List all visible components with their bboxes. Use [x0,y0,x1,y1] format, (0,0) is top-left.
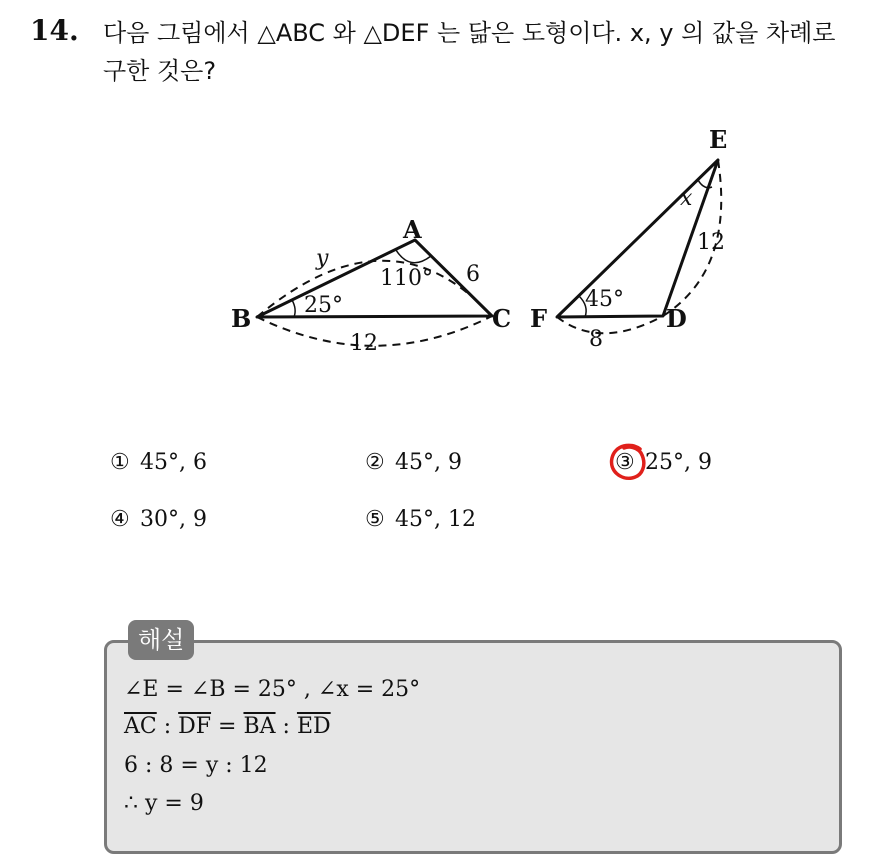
question-line-2: 구한 것은? [103,57,217,85]
side-ed-label: 12 [697,230,725,255]
arc-ab-ac [257,261,492,317]
choice-2[interactable] [365,450,462,475]
choice-5-number: ⑤ [365,507,385,532]
triangle-def [530,125,727,352]
side-ac-label: 6 [466,262,480,287]
choice-3-number: ③ [615,450,635,475]
choice-4[interactable] [110,507,207,532]
similar-triangles-figure [0,110,884,370]
vertex-c-label: C [492,304,512,333]
choice-1[interactable] [110,450,207,475]
vertex-e-label: E [709,125,728,154]
solution-line-1: ∠E = ∠B = 25° , ∠x = 25° [124,677,421,702]
choice-5[interactable] [365,507,476,532]
question-line-1: 다음 그림에서 △ABC 와 △DEF 는 닮은 도형이다. x, y 의 값을 차례로 [103,19,836,47]
choice-4-text: 30°, 9 [140,507,207,532]
choice-3-text: 25°, 9 [645,450,712,475]
vertex-f-label: F [530,304,548,333]
solution-line-3: 6 : 8 = y : 12 [124,753,268,778]
solution-tab: 해설 [128,620,194,660]
choice-1-number: ① [110,450,130,475]
side-fd-label: 8 [589,327,603,352]
angle-e-label: x [680,186,693,211]
triangle-def-outline [557,160,718,317]
solution-line-2 [124,714,331,739]
arc-fd [557,316,663,333]
choice-2-text: 45°, 9 [395,450,462,475]
angle-b-label: 25° [304,293,343,318]
angle-f-label: 45° [585,287,624,312]
solution-box [104,640,842,854]
question-text [103,14,873,90]
answer-circle-mark [607,440,649,482]
vertex-a-label: A [403,215,422,244]
side-ab-label: y [316,246,329,271]
vertex-d-label: D [666,304,687,333]
vertex-b-label: B [231,304,252,333]
choice-5-text: 45°, 12 [395,507,476,532]
angle-a-label: 110° [380,266,433,291]
choice-4-number: ④ [110,507,130,532]
choice-1-text: 45°, 6 [140,450,207,475]
side-bc-label: 12 [350,331,378,356]
triangle-abc-outline [257,240,492,317]
angle-b-arc [292,300,295,317]
solution-line-2-text: $\overline{AC}$ : $\overline{DF} = \overline{BA}$ : $\overline{ED}$ [124,714,331,739]
choice-2-number: ② [365,450,385,475]
question-number: 14. [30,14,79,47]
triangle-abc [231,215,511,356]
solution-line-4: ∴ y = 9 [124,791,204,816]
